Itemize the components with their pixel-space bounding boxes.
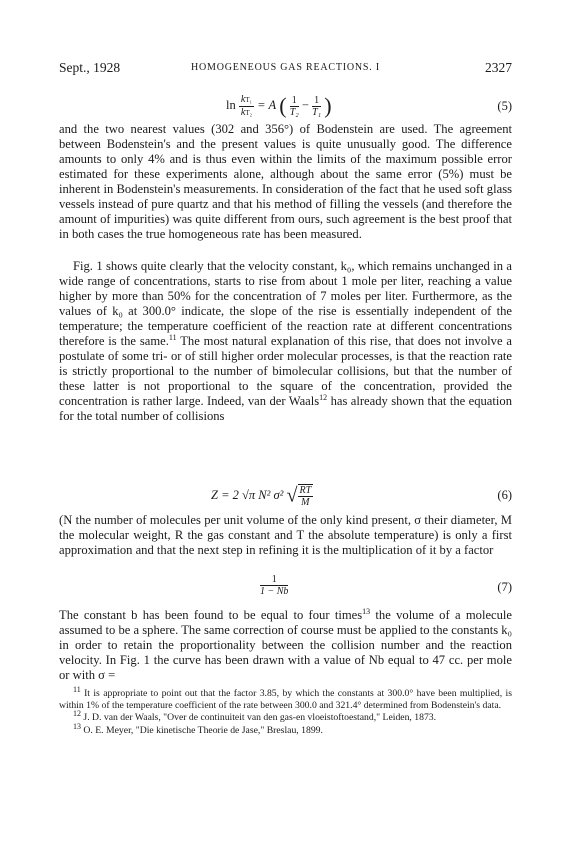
eq5-k-den: k (240, 106, 246, 118)
footnote-12-mark: 12 (73, 709, 81, 719)
equation-5-number: (5) (497, 99, 512, 113)
equation-5-body: ln $\frac{\text{kT₁}}{\text{kT₂}}$ = A ( $\frac{1}{\text{T₂}}$ − $\frac{1}{\text{T₁}}$ ) (226, 93, 332, 118)
eq6-m: M (301, 497, 310, 508)
paragraph-2-text-a: Fig. 1 shows quite clearly that the velocity constant, k₀, which remains unchanged in a wide range of concentrations, starts to rise from about 1 mole per liter, reaching a value higher by more than 50% for the concentration of 7 moles per liter. Furthermore, as the values of k₀ at 300.0° indicate, the slope of the rise is essentially independent of the temperature; the temperature coefficient of the reaction rate at different concentrations therefore is the same. (59, 259, 512, 349)
page-header (59, 60, 512, 78)
paragraph-2-text-b: The most natural explanation of this rise, that does not involve a postulate of some tri- or of still higher order molecular processes, is that the reaction rate is strictly proportional to the number of bimolecular collisions, but that the number of these latter is not proportional to the square of the concentration, provided the concentration is rather large. Indeed, van der Waals (59, 334, 512, 409)
eq5-frac-2-den: T₁ (312, 106, 322, 118)
paragraph-2-text-c: has already shown that the equation for the total number of collisions (59, 394, 512, 424)
equation-7-number: (7) (497, 580, 512, 594)
paragraph-4-text-a: The constant b has been found to be equal to four times (59, 608, 363, 622)
equation-6-number: (6) (497, 488, 512, 502)
paragraph-3 (59, 513, 512, 558)
footnote-ref-11: 11 (168, 333, 177, 343)
eq5-frac-1-den: T₂ (289, 106, 299, 118)
eq6-rt-over-m (298, 484, 314, 508)
footnote-ref-12: 12 (319, 393, 328, 403)
equation-6 (59, 480, 512, 510)
footnote-13 (59, 721, 512, 737)
paragraph-4-text-b: the volume of a molecule assumed to be a sphere. The same correction of course must be applied to the constants k₀ in order to retain the proportionality between the collision number and the reaction velocity. In Fig. 1 the curve has been drawn with a value of Nb equal to 47 cc. per mole or with σ = (59, 608, 513, 683)
equation-7-body (260, 574, 288, 597)
eq7-fraction (260, 574, 288, 597)
eq5-frac-1 (290, 95, 299, 118)
footnote-12 (59, 709, 512, 724)
eq6-rt: RT (299, 485, 312, 496)
eq5-ratio (239, 94, 254, 119)
eq5-frac-1-num: 1 (290, 95, 299, 107)
footnote-13-text: O. E. Meyer, "Die kinetische Theorie de Jase," Breslau, 1899. (81, 724, 323, 736)
footnote-11-text: It is appropriate to point out that the factor 3.85, by which the constants at 300.0° have been multiplied, is within 1% of the temperature coefficient of the rate between 300.0 and 321.4° determined from Bodenstein's data. (59, 688, 512, 712)
footnote-12-text: J. D. van der Waals, "Over de continuiteit van den gas-en vloeistoftoestand," Leiden, 1873. (81, 712, 437, 724)
header-journal-title: HOMOGENEOUS GAS REACTIONS. I (190, 62, 381, 73)
paragraph-1-text: and the two nearest values (302 and 356°) of Bodenstein are used. The agreement between Bodenstein's and the present values is quite unusually good. The difference amounts to only 4% and is thus even within the limits of the maximum possible error estimated for these experiments alone, although about the same error (5%) must be inherent in Bodenstein's measurements. In consideration of the fact that he used soft glass vessels instead of pure quartz and that his method of filling the vessels (and therefore the amount of impurities) was quite different from ours, such agreement is the best proof that in both cases the true homogeneous rate has been measured. (59, 122, 512, 242)
eq7-num: 1 (260, 574, 288, 586)
eq7-den: 1 − Nb (260, 586, 289, 597)
footnote-11-mark: 11 (73, 684, 81, 694)
equation-7 (59, 574, 512, 604)
equation-6-body: Z = 2 √π N² σ² √ $\frac{RT}{M}$ (211, 484, 312, 508)
footnote-11 (59, 684, 512, 712)
header-date: Sept., 1928 (59, 60, 121, 75)
eq5-k-num-sub: T₁ (245, 95, 253, 104)
eq5-frac-2-num: 1 (312, 95, 321, 107)
footnote-13-mark: 13 (73, 721, 81, 731)
paragraph-3-text: (N the number of molecules per unit volume of the only kind present, σ their diameter, M the molecular weight, R the gas constant and T the absolute temperature) is only a first approximation and that the next step in refining it is the multiplication of it by a factor (59, 513, 512, 558)
footnotes (59, 684, 512, 737)
eq5-minus: − (301, 97, 309, 112)
eq5-k-den-sub: T₂ (245, 108, 253, 117)
eq5-k-num: k (240, 93, 246, 105)
eq6-lhs: Z = 2 √π N² σ² (211, 487, 284, 502)
footnote-ref-13: 13 (362, 606, 371, 616)
eq5-equals-a: = A (257, 97, 277, 112)
paragraph-1 (59, 122, 512, 242)
paragraph-2 (59, 259, 512, 425)
equation-5 (59, 89, 512, 119)
eq5-ln: ln (226, 97, 236, 112)
eq5-frac-2 (312, 95, 321, 118)
paragraph-4 (59, 608, 512, 683)
header-page-number: 2327 (485, 60, 512, 75)
